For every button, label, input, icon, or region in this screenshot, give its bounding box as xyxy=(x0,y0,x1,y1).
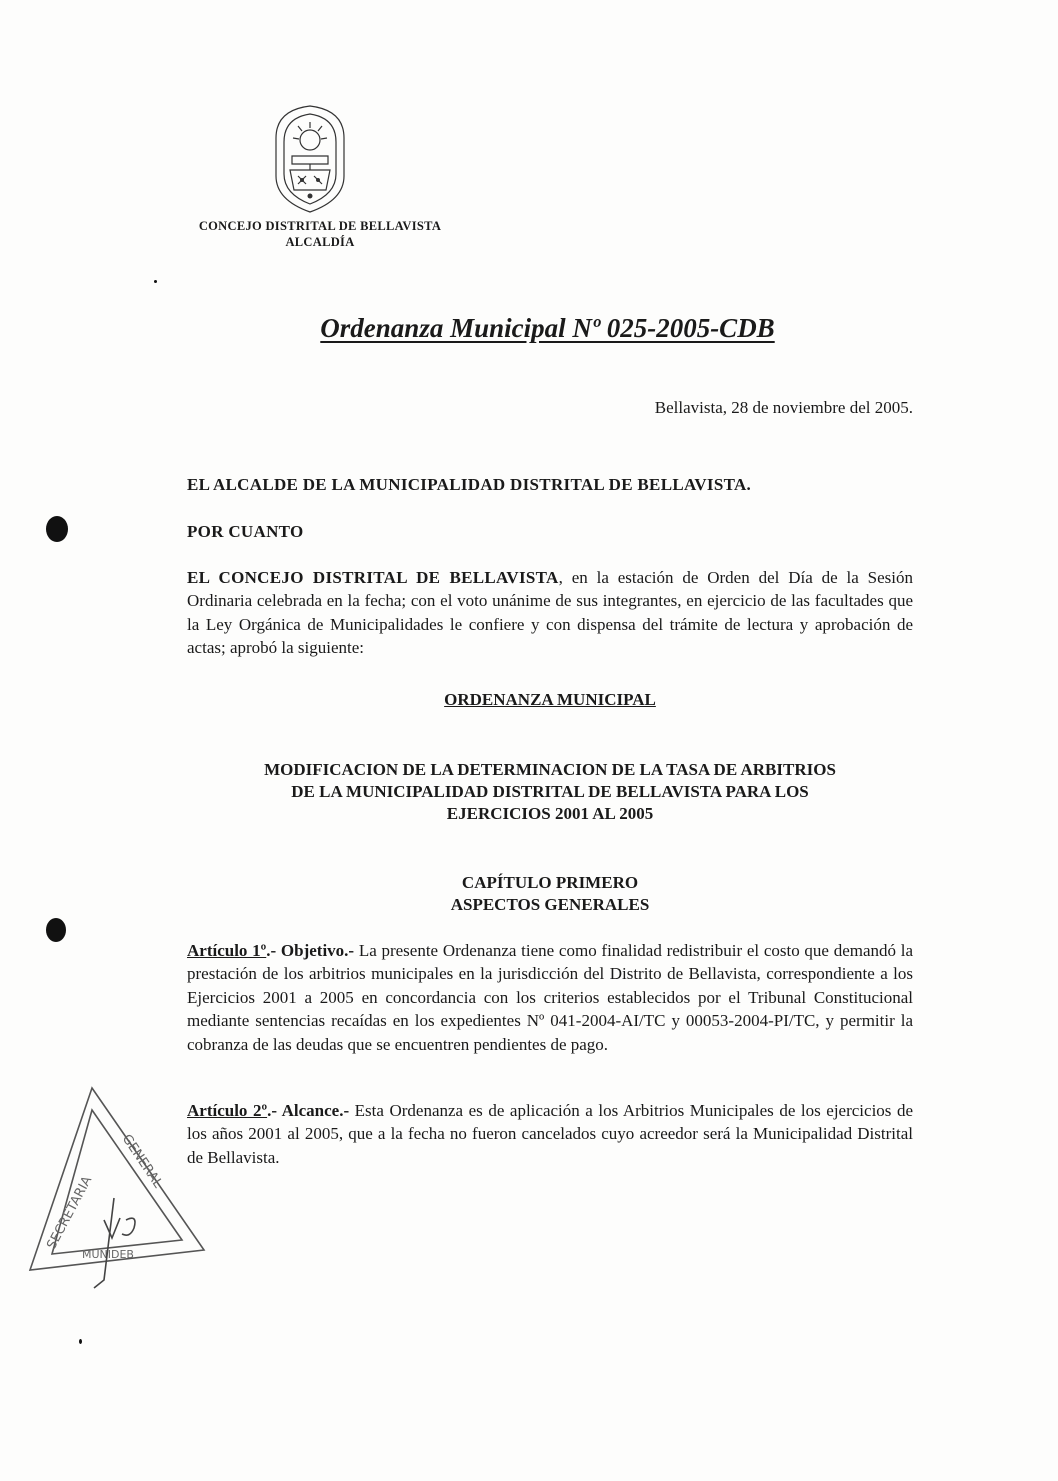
article-2 xyxy=(187,1099,913,1169)
document-title: Ordenanza Municipal Nº 025-2005-CDB xyxy=(320,313,775,343)
article-1-suffix: .- Objetivo.- xyxy=(266,941,355,960)
article-1-label: Artículo 1º xyxy=(187,941,267,960)
preamble-lead: EL CONCEJO DISTRITAL DE BELLAVISTA xyxy=(187,568,559,587)
ordinance-heading: ORDENANZA MUNICIPAL xyxy=(444,690,656,709)
preamble-text: , en la estación de Orden del Día de la Sesión Ordinaria celebrada en la fecha; con el voto unánime de sus integrantes, en ejercicio de las facultades que la Ley Orgánica de Municipalidades le confiere y con dispensa del trámite de lectura y aprobación de actas; aprobó la siguiente: xyxy=(187,568,913,658)
subject-line-2: DE LA MUNICIPALIDAD DISTRITAL DE BELLAVISTA PARA LOS xyxy=(291,782,809,801)
chapter-heading xyxy=(187,872,913,916)
secretary-general-stamp xyxy=(22,1080,222,1290)
subject-line-3: EJERCICIOS 2001 AL 2005 xyxy=(446,804,654,823)
speck-mark xyxy=(154,280,157,283)
svg-text:GENERAL: GENERAL xyxy=(118,1131,166,1191)
article-2-suffix: .- Alcance.- xyxy=(267,1101,350,1120)
municipal-seal-logo xyxy=(262,98,358,216)
chapter-title: ASPECTOS GENERALES xyxy=(450,895,650,914)
svg-text:MUNIDEB: MUNIDEB xyxy=(82,1248,134,1261)
chapter-number: CAPÍTULO PRIMERO xyxy=(461,873,639,892)
article-2-label: Artículo 2º xyxy=(187,1101,268,1120)
issuing-office xyxy=(160,218,480,250)
preamble-paragraph xyxy=(187,566,913,660)
article-1-text: La presente Ordenanza tiene como finalidad redistribuir el costo que demandó la prestación de los arbitrios municipales en la jurisdicción del Distrito de Bellavista, correspondiente a los Ejercicios 2001 a 2005 en concordancia con los criterios establecidos por el Tribunal Constitucional mediante sentencias recaídas en los expedientes Nº 041-2004-AI/TC y 00053-2004-PI/TC, y permitir la cobranza de las deudas que se encuentren pendientes de pago. xyxy=(187,941,914,1054)
org-office: ALCALDÍA xyxy=(285,235,355,249)
article-1 xyxy=(187,939,913,1056)
org-name: CONCEJO DISTRITAL DE BELLAVISTA xyxy=(198,219,442,233)
subject-line-1: MODIFICACION DE LA DETERMINACION DE LA TASA DE ARBITRIOS xyxy=(264,760,836,779)
por-cuanto: POR CUANTO xyxy=(187,522,304,541)
punch-hole-mark-top xyxy=(46,516,68,542)
article-2-text: Esta Ordenanza es de aplicación a los Arbitrios Municipales de los ejercicios de los años 2001 al 2005, que a la fecha no fueron cancelados cuyo acreedor será la Municipalidad Distrital de Bellavista. xyxy=(187,1101,913,1167)
place-and-date: Bellavista, 28 de noviembre del 2005. xyxy=(654,398,913,417)
punch-hole-mark-bottom xyxy=(46,918,66,942)
article-1-heading xyxy=(187,941,354,960)
svg-text:SECRETARIA: SECRETARIA xyxy=(44,1173,96,1252)
mayor-line: EL ALCALDE DE LA MUNICIPALIDAD DISTRITAL DE BELLAVISTA. xyxy=(187,475,752,494)
ordinance-subject xyxy=(187,759,913,825)
speck-mark xyxy=(79,1339,82,1344)
